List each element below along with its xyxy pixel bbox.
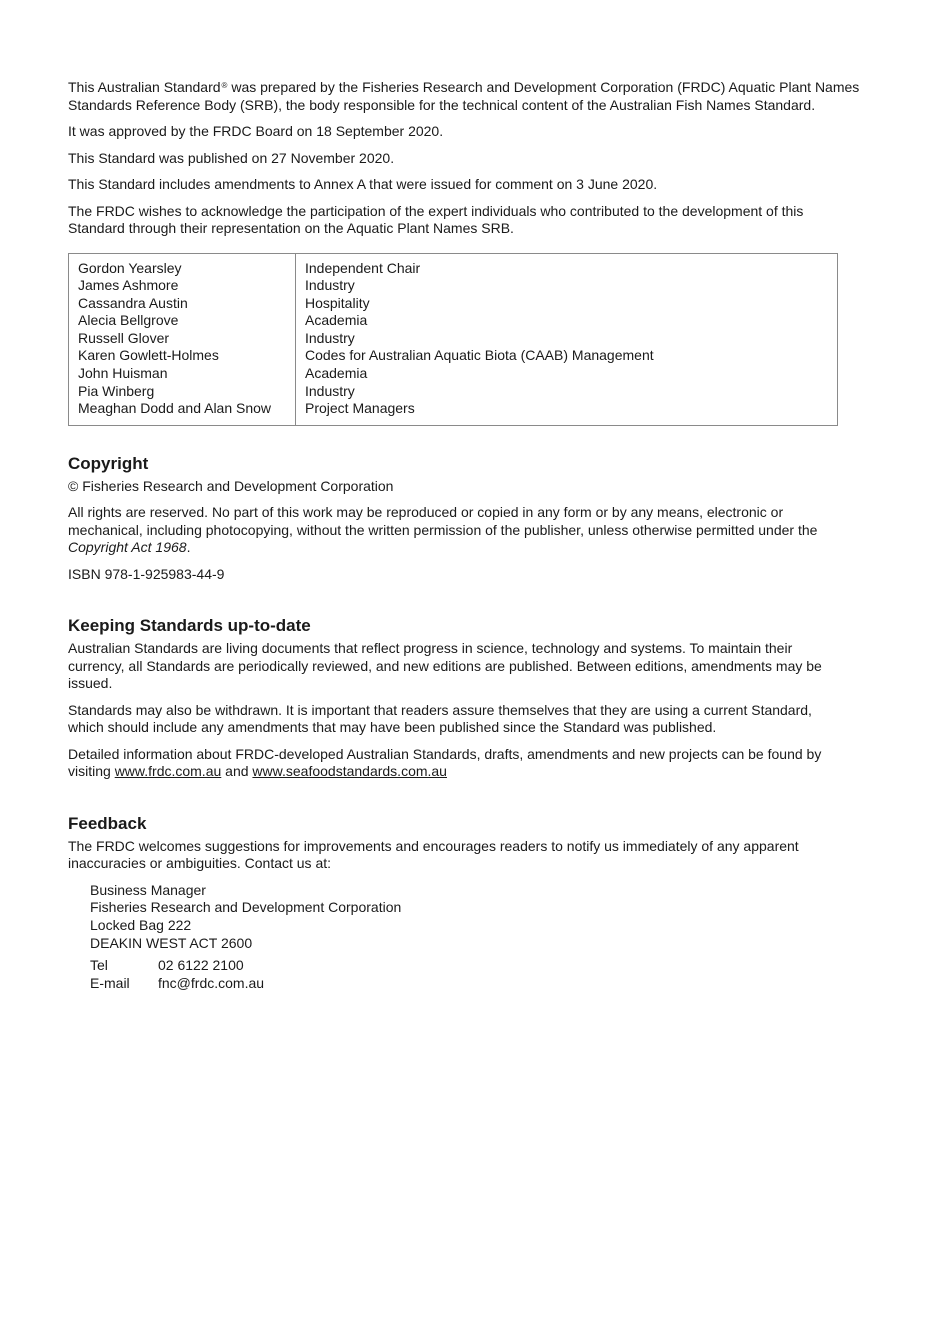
srb-roles-column <box>296 253 838 425</box>
copyright-section <box>68 454 888 584</box>
intro-paragraph-acknowledgement: The FRDC wishes to acknowledge the participation of the expert individuals who contributed to the development of this Standard through their representation on the Aquatic Plant Names SRB. <box>68 202 804 236</box>
srb-members-table <box>68 253 838 426</box>
intro-paragraph-published: This Standard was published on 27 November 2020. <box>68 149 395 166</box>
intro-paragraph-preparation: This Australian Standard® was prepared by the Fisheries Research and Development Corporation (FRDC) Aquatic Plant Names Standards Reference Body (SRB), the body responsible for the technical content of the Australian Fish Names Standard. <box>68 79 860 113</box>
tel-row <box>90 957 888 975</box>
member-role: Academia <box>305 365 368 382</box>
feedback-paragraph: The FRDC welcomes suggestions for improvements and encourages readers to notify us immediately of any apparent inaccuracies or ambiguities. Contact us at: <box>68 837 799 872</box>
email-label: E-mail <box>90 974 130 991</box>
member-role: Hospitality <box>305 294 370 311</box>
member-role: Industry <box>305 329 355 346</box>
member-name: James Ashmore <box>78 277 179 294</box>
member-role: Industry <box>305 382 355 399</box>
member-role: Academia <box>305 312 368 329</box>
copyright-act-title: Copyright Act 1968 <box>68 539 187 556</box>
member-name: Russell Glover <box>78 329 170 346</box>
address-line: Locked Bag 222 <box>90 917 192 934</box>
keeping-standards-section <box>68 616 888 781</box>
intro-paragraph-approval: It was approved by the FRDC Board on 18 September 2020. <box>68 123 444 139</box>
member-name: Gordon Yearsley <box>78 259 182 276</box>
copyright-owner: © Fisheries Research and Development Corporation <box>68 477 394 494</box>
feedback-section <box>68 814 888 993</box>
keeping-standards-heading: Keeping Standards up-to-date <box>68 616 311 636</box>
member-name: Alecia Bellgrove <box>78 312 179 329</box>
registered-mark: ® <box>221 81 228 90</box>
email-value: fnc@frdc.com.au <box>158 974 265 991</box>
seafood-standards-website-link[interactable]: www.seafoodstandards.com.au <box>252 763 447 780</box>
srb-names-column <box>69 253 296 425</box>
member-role: Independent Chair <box>305 259 421 276</box>
tel-label: Tel <box>90 957 108 974</box>
keeping-paragraph-living-documents: Australian Standards are living documents that reflect progress in science, technology and systems. To maintain their currency, all Standards are periodically reviewed, and new editions are published. Between editions, amendments may be issued. <box>68 640 822 692</box>
member-role: Industry <box>305 277 355 294</box>
member-role: Codes for Australian Aquatic Biota (CAAB) Management <box>305 347 654 364</box>
member-name: Cassandra Austin <box>78 294 188 311</box>
member-role: Project Managers <box>305 400 415 417</box>
tel-value: 02 6122 2100 <box>158 957 244 974</box>
feedback-heading: Feedback <box>68 813 147 833</box>
address-line: Business Manager <box>90 881 206 898</box>
keeping-paragraph-withdrawn: Standards may also be withdrawn. It is important that readers assure themselves that they are using a current Standard, which should include any amendments that may have been published since the Standard was published. <box>68 701 812 736</box>
intro-section <box>68 79 888 238</box>
member-name: Meaghan Dodd and Alan Snow <box>78 400 272 417</box>
member-name: John Huisman <box>78 365 168 382</box>
isbn: ISBN 978-1-925983-44-9 <box>68 565 225 582</box>
member-name: Karen Gowlett-Holmes <box>78 347 219 364</box>
postal-address <box>90 882 888 952</box>
address-line: Fisheries Research and Development Corporation <box>90 899 402 916</box>
copyright-rights-paragraph: All rights are reserved. No part of this work may be reproduced or copied in any form or by any means, electronic or mechanical, including photocopying, without the written permission of the publisher, unless otherwise permitted under the Copyright Act 1968. <box>68 504 818 556</box>
intro-paragraph-amendments: This Standard includes amendments to Annex A that were issued for comment on 3 June 2020. <box>68 176 658 192</box>
copyright-heading: Copyright <box>68 453 149 473</box>
document-page <box>68 79 888 992</box>
frdc-website-link[interactable]: www.frdc.com.au <box>114 763 222 780</box>
contact-details <box>90 957 888 992</box>
member-name: Pia Winberg <box>78 382 155 399</box>
email-row <box>90 975 888 993</box>
keeping-paragraph-detailed-info: Detailed information about FRDC-developed Australian Standards, drafts, amendments and new projects can be found by visiting www.frdc.com.au and www.seafoodstandards.com.au <box>68 745 822 780</box>
address-line: DEAKIN WEST ACT 2600 <box>90 934 253 951</box>
